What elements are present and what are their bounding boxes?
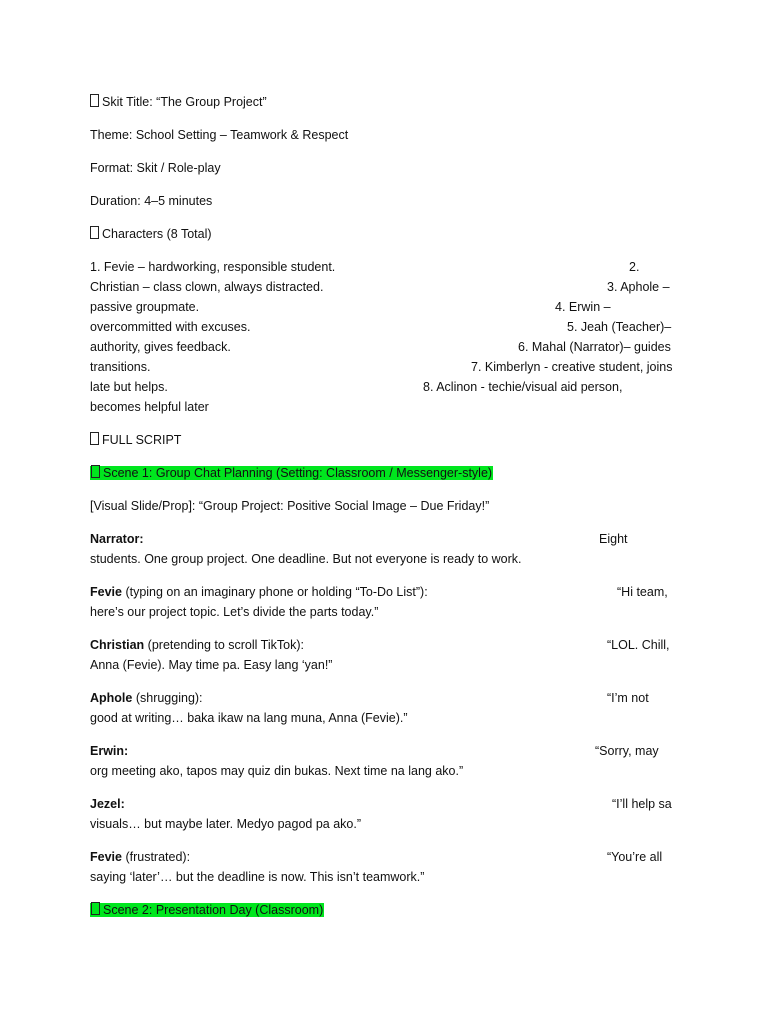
dialogue-speaker-line: Fevie (typing on an imaginary phone or holding “To-Do List”): — [90, 585, 428, 599]
speaker-name: Jezel: — [90, 797, 125, 811]
dialogue-continuation: here’s our project topic. Let’s divide the parts today.” — [90, 605, 379, 619]
dialogue-speaker-line — [90, 741, 128, 761]
character-line: Christian – class clown, always distracted. — [90, 280, 324, 294]
dialogue-continuation: visuals… but maybe later. Medyo pagod pa ako.” — [90, 817, 361, 831]
missing-glyph-icon — [90, 94, 99, 107]
dialogue-continuation: saying ‘later’… but the deadline is now. This isn’t teamwork.” — [90, 870, 425, 884]
character-line: 3. Aphole – — [607, 280, 670, 294]
missing-glyph-icon — [90, 432, 99, 445]
character-line: 8. Aclinon - techie/visual aid person, — [423, 380, 623, 394]
dialogue-quote-start: “LOL. Chill, — [607, 638, 670, 652]
theme-line: Theme: School Setting – Teamwork & Respect — [90, 128, 349, 142]
dialogue-continuation: good at writing… baka ikaw na lang muna, Anna (Fevie).” — [90, 711, 408, 725]
dialogue-speaker-line: Aphole (shrugging): — [90, 691, 203, 705]
scene2-heading — [90, 900, 324, 920]
character-line: late but helps. — [90, 380, 168, 394]
dialogue-continuation: Anna (Fevie). May time pa. Easy lang ‘yan!” — [90, 658, 333, 672]
dialogue-continuation: students. One group project. One deadline. But not everyone is ready to work. — [90, 552, 522, 566]
dialogue-speaker-line: Christian (pretending to scroll TikTok): — [90, 638, 304, 652]
character-line: 1. Fevie – hardworking, responsible student. — [90, 260, 336, 274]
highlighted-heading: Scene 2: Presentation Day (Classroom) — [90, 903, 324, 917]
missing-glyph-icon — [91, 902, 100, 915]
speaker-name: Narrator: — [90, 532, 144, 546]
highlighted-heading: Scene 1: Group Chat Planning (Setting: Classroom / Messenger-style) — [90, 466, 493, 480]
character-line: overcommitted with excuses. — [90, 320, 251, 334]
dialogue-quote-start: Eight — [599, 532, 628, 546]
full-script-heading: FULL SCRIPT — [90, 430, 181, 450]
dialogue-quote-start: “You’re all — [607, 850, 663, 864]
speaker-name: Fevie — [90, 850, 122, 864]
dialogue-speaker-line — [90, 529, 144, 549]
duration-line: Duration: 4–5 minutes — [90, 194, 213, 208]
dialogue-quote-start: “I’ll help sa — [612, 797, 672, 811]
missing-glyph-icon — [90, 226, 99, 239]
character-line: becomes helpful later — [90, 400, 209, 414]
character-line: 2. — [629, 260, 640, 274]
dialogue-quote-start: “Hi team, — [617, 585, 668, 599]
format-line: Format: Skit / Role-play — [90, 161, 221, 175]
dialogue-continuation: org meeting ako, tapos may quiz din bukas. Next time na lang ako.” — [90, 764, 464, 778]
dialogue-quote-start: “Sorry, may — [595, 744, 659, 758]
visual-prop-line: [Visual Slide/Prop]: “Group Project: Positive Social Image – Due Friday!” — [90, 499, 490, 513]
character-line: 6. Mahal (Narrator)– guides — [518, 340, 671, 354]
characters-heading: Characters (8 Total) — [90, 224, 212, 244]
character-line: passive groupmate. — [90, 300, 200, 314]
speaker-name: Fevie — [90, 585, 122, 599]
speaker-name: Christian — [90, 638, 145, 652]
dialogue-quote-start: “I’m not — [607, 691, 649, 705]
speaker-name: Aphole — [90, 691, 133, 705]
character-line: 7. Kimberlyn - creative student, joins — [471, 360, 673, 374]
scene1-heading — [90, 463, 493, 483]
character-line: authority, gives feedback. — [90, 340, 231, 354]
missing-glyph-icon — [91, 465, 100, 478]
speaker-name: Erwin: — [90, 744, 129, 758]
character-line: 4. Erwin – — [555, 300, 611, 314]
character-line: 5. Jeah (Teacher)– — [567, 320, 672, 334]
character-line: transitions. — [90, 360, 151, 374]
dialogue-speaker-line — [90, 794, 125, 814]
skit-title-line: Skit Title: “The Group Project” — [90, 92, 267, 112]
dialogue-speaker-line: Fevie (frustrated): — [90, 850, 191, 864]
